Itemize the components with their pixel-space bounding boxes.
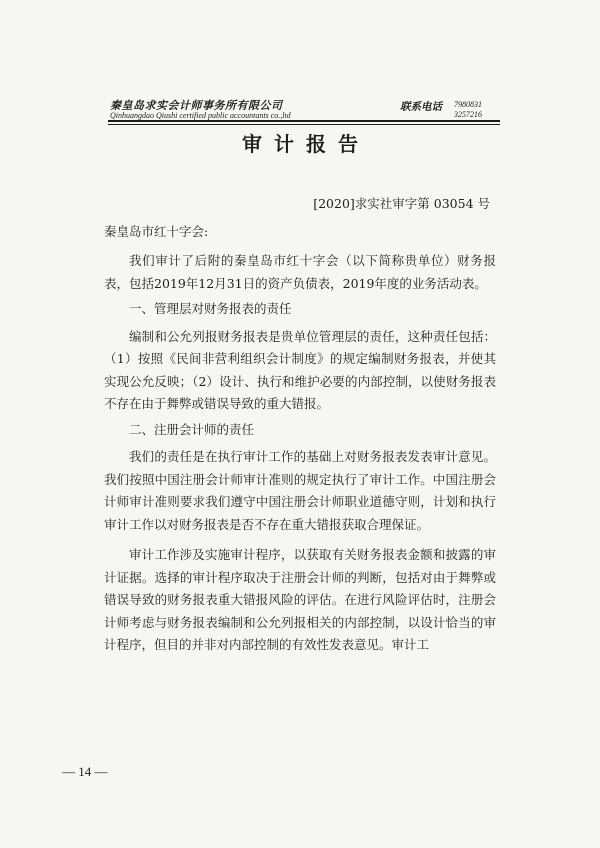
letterhead-rule-thin [108,124,500,125]
document-title: 审计报告 [242,132,370,156]
paragraph-auditor-responsibility: 我们的责任是在执行审计工作的基础上对财务报表发表审计意见。我们按照中国注册会计师审计准则的规定执行了审计工作。中国注册会计师审计准则要求我们遵守中国注册会计师职业道德守则，计划和执行审计工作以对财务报表是否不存在重大错报获取合理保证。 [104,449,496,532]
addressee: 秦皇岛市红十字会: [104,224,209,239]
phone-numbers [454,100,514,120]
section-heading-auditor: 二、注册会计师的责任 [129,421,255,437]
letterhead-rule-thick [108,120,500,122]
firm-name-english: Qinhuangdao Qiushi certified public accountants co.,ltd [110,111,291,120]
section-heading-management: 一、管理层对财务报表的责任 [129,301,292,316]
reference-number: [2020]求实社审字第 03054 号 [313,196,490,211]
page-number: — 14 — [62,764,108,779]
phone-number-2: 3257216 [454,110,482,119]
report-body [104,250,496,657]
paragraph-intro: 我们审计了后附的秦皇岛市红十字会（以下简称贵单位）财务报表，包括2019年12月31日的资产负债表，2019年度的业务活动表。 [104,253,496,291]
firm-name-chinese: 秦皇岛求实会计师事务所有限公司 [110,99,283,112]
phone-number-1: 7980831 [454,100,482,109]
phone-label: 联系电话 [400,101,442,113]
letterhead [110,97,495,121]
paragraph-management-responsibility: 编制和公允列报财务报表是贵单位管理层的责任，这种责任包括：（1）按照《民间非营利组织会计制度》的规定编制财务报表，并使其实现公允反映；（2）设计、执行和维护必要的内部控制，以使财务报表不存在由于舞弊或错误导致的重大错报。 [104,328,496,411]
paragraph-audit-procedures: 审计工作涉及实施审计程序，以获取有关财务报表金额和披露的审计证据。选择的审计程序取决于注册会计师的判断，包括对由于舞弊或错误导致的财务报表重大错报风险的评估。在进行风险评估时，注册会计师考虑与财务报表编制和公允列报相关的内部控制，以设计恰当的审计程序，但目的并非对内部控制的有效性发表意见。审计工 [104,547,496,652]
